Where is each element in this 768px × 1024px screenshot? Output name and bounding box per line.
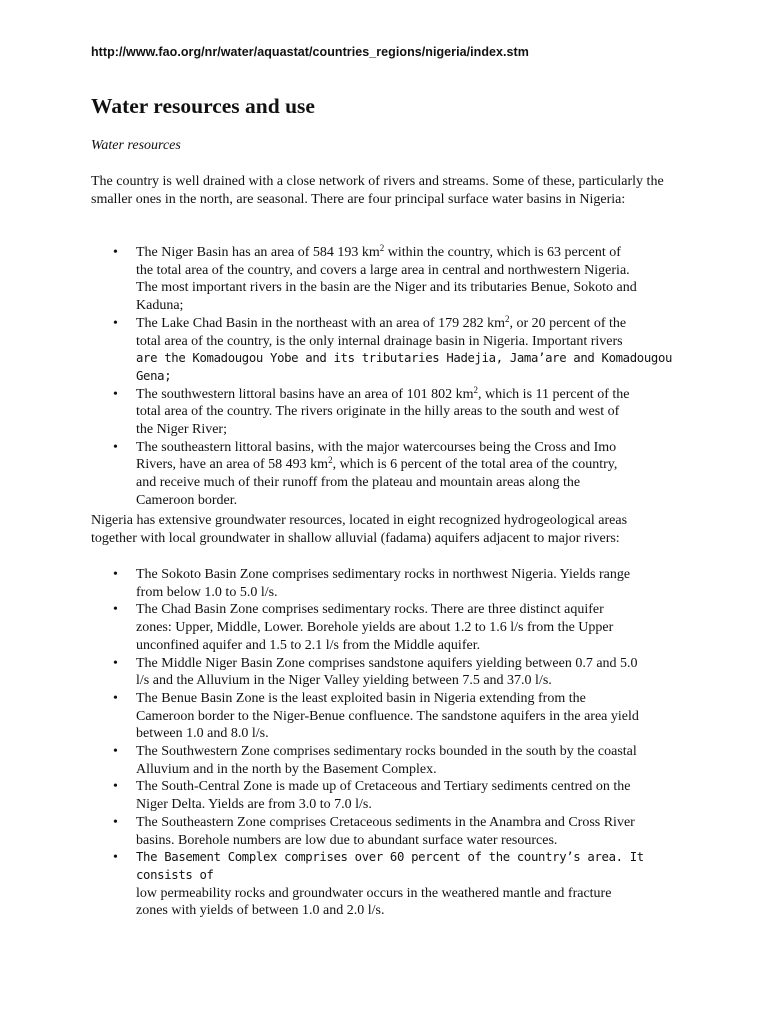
- bullet-marker: •: [113, 744, 118, 760]
- groundwater-intro-paragraph: Nigeria has extensive groundwater resources, located in eight recognized hydrogeological areas together with local groundwater in shallow alluvial (fadama) aquifers adjacent to major rivers:: [91, 513, 628, 546]
- groundwater-zone-item: [91, 814, 681, 849]
- bullet-marker: •: [113, 315, 118, 331]
- bullet-marker: •: [113, 386, 118, 402]
- text-line: Rivers, have an area of 58 493 $km^2$, which is 6 percent of the total area of the country,: [136, 455, 618, 473]
- groundwater-zone-item: [91, 566, 681, 601]
- text-line: The Sokoto Basin Zone comprises sedimentary rocks in northwest Nigeria. Yields range: [136, 567, 631, 582]
- text-line: Niger Delta. Yields are from 3.0 to 7.0 l/s.: [136, 797, 372, 813]
- superscript: 2: [504, 313, 510, 324]
- superscript: 2: [379, 243, 385, 253]
- text-line: The southeastern littoral basins, with the major watercourses being the Cross and Imo: [136, 439, 617, 455]
- text-line: Kaduna;: [136, 298, 184, 314]
- text-line: the Niger River;: [136, 422, 227, 438]
- groundwater-zone-item: [91, 743, 681, 778]
- text-line: low permeability rocks and groundwater occurs in the weathered mantle and fracture: [136, 885, 612, 901]
- text-line: basins. Borehole numbers are low due to abundant surface water resources.: [136, 832, 558, 848]
- text-line: Cameroon border.: [136, 492, 238, 508]
- bullet-marker: •: [113, 655, 118, 671]
- surface-basin-item: [91, 439, 681, 510]
- text-line: The Niger Basin has an area of 584 193 $km^2$ within the country, which is 63 percent of: [136, 243, 621, 260]
- text-line: zones: Upper, Middle, Lower. Borehole yields are about 1.2 to 1.6 l/s from the Upper: [136, 620, 614, 636]
- text-line: The southwestern littoral basins have an area of 101 802 $km^2$, which is 11 percent of the: [136, 384, 630, 402]
- surface-basin-item: [91, 386, 681, 439]
- text-line: total area of the country. The rivers originate in the hilly areas to the south and west of: [136, 404, 620, 420]
- text-line: The Middle Niger Basin Zone comprises sandstone aquifers yielding between 0.7 and 5.0: [136, 655, 638, 671]
- bullet-marker: •: [113, 567, 118, 582]
- text-line: The Basement Complex comprises over 60 percent of the country’s area. It consists of: [136, 850, 644, 882]
- source-url: http://www.fao.org/nr/water/aquastat/countries_regions/nigeria/index.stm: [91, 45, 529, 59]
- groundwater-zone-item: [91, 690, 681, 743]
- subsection-title: Water resources: [91, 138, 181, 153]
- text-line: and receive much of their runoff from the plateau and mountain areas along the: [136, 475, 581, 491]
- text-line: l/s and the Alluvium in the Niger Valley yielding between 7.5 and 37.0 l/s.: [136, 673, 552, 689]
- intro-paragraph: The country is well drained with a close network of rivers and streams. Some of these, particularly the smaller ones in the north, are seasonal. There are four principal surface water basins in Nigeria:: [91, 174, 664, 207]
- text-line: The South-Central Zone is made up of Cretaceous and Tertiary sediments centred on the: [136, 779, 631, 795]
- text-line: The most important rivers in the basin are the Niger and its tributaries Benue, Sokoto and: [136, 280, 637, 296]
- surface-basin-item: [91, 244, 681, 315]
- groundwater-zone-item: [91, 601, 681, 654]
- surface-basin-item: [91, 315, 681, 386]
- groundwater-zone-item: [91, 849, 681, 920]
- bullet-marker: •: [113, 602, 118, 618]
- text-line: Cameroon border to the Niger-Benue confluence. The sandstone aquifers in the area yield: [136, 708, 639, 724]
- groundwater-zone-item: [91, 778, 681, 813]
- bullet-marker: •: [113, 690, 118, 706]
- text-line: are the Komadougou Yobe and its tributaries Hadejia, Jama’are and Komadougou Gena;: [136, 351, 673, 383]
- bullet-marker: •: [113, 850, 118, 866]
- text-line: zones with yields of between 1.0 and 2.0 l/s.: [136, 903, 385, 919]
- text-line: The Lake Chad Basin in the northeast with an area of 179 282 $km^2$, or 20 percent of the: [136, 313, 627, 331]
- text-line: The Benue Basin Zone is the least exploited basin in Nigeria extending from the: [136, 690, 586, 706]
- superscript: 2: [328, 455, 333, 466]
- text-line: The Southeastern Zone comprises Cretaceous sediments in the Anambra and Cross River: [136, 814, 635, 830]
- bullet-marker: •: [113, 814, 118, 830]
- text-line: total area of the country, is the only internal drainage basin in Nigeria. Important rivers: [136, 333, 623, 349]
- bullet-marker: •: [113, 245, 118, 260]
- bullet-marker: •: [113, 439, 118, 455]
- text-line: The Chad Basin Zone comprises sedimentary rocks. There are three distinct aquifer: [136, 602, 604, 618]
- text-line: Alluvium and in the north by the Basement Complex.: [136, 761, 437, 777]
- groundwater-zone-item: [91, 655, 681, 690]
- text-line: The Southwestern Zone comprises sedimentary rocks bounded in the south by the coastal: [136, 744, 637, 760]
- groundwater-zones-list: [91, 566, 681, 920]
- text-line: unconfined aquifer and 1.5 to 2.1 l/s from the Middle aquifer.: [136, 637, 481, 653]
- surface-basins-list: [91, 244, 681, 510]
- text-line: between 1.0 and 8.0 l/s.: [136, 726, 269, 742]
- text-line: from below 1.0 to 5.0 l/s.: [136, 584, 278, 600]
- bullet-marker: •: [113, 779, 118, 795]
- section-title: Water resources and use: [91, 94, 315, 118]
- superscript: 2: [473, 384, 478, 395]
- text-line: the total area of the country, and covers a large area in central and northwestern Nigeria.: [136, 262, 630, 278]
